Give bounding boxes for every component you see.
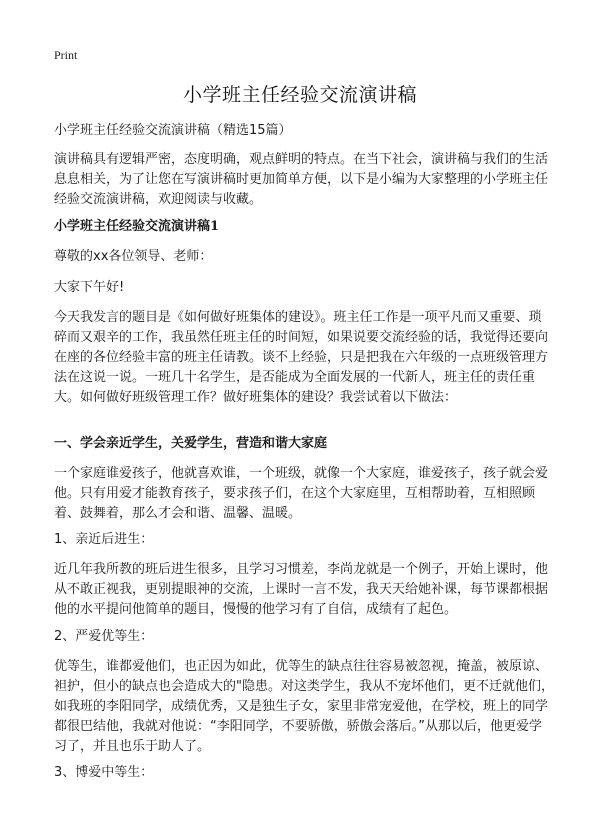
- body-paragraph-1: 今天我发言的题目是《如何做好班集体的建设》。班主任工作是一项平凡而又重要、琐碎而又艰辛的工作，我虽然任班主任的时间短，如果说要交流经验的话，我觉得还要向在座的各位经验丰富的班主任请教。谈不上经验，只是把我在六年级的一点班级管理方法在这说一说。一班几十名学生，是否能成为全面发展的一代新人，班主任的责任重大。如何做好班级管理工作？做好班集体的建设？我尝试着以下做法：: [54, 310, 549, 405]
- item-heading-3: 3、博爱中等生：: [54, 765, 154, 780]
- body-paragraph-4: 优等生，谁都爱他们，也正因为如此，优等生的缺点往往容易被忽视，掩盖，被原谅、袒护，但小的缺点也会造成大的"隐患。对这类学生，我从不宠坏他们，更不迁就他们，如我班的李阳同学，成绩优秀，又是独生子女，家里非常宠爱他，在学校，班上的同学都很巴结他，我就对他说：“李阳同学，不要骄傲，骄傲会落后。”从那以后，他更爱学习了，并且也乐于助人了。: [54, 659, 554, 754]
- intro-paragraph: 演讲稿具有逻辑严密，态度明确，观点鲜明的特点。在当下社会，演讲稿与我们的生活息息相关，为了让您在写演讲稿时更加简单方便，以下是小编为大家整理的小学班主任经验交流演讲稿，欢迎阅读与收藏。: [54, 152, 549, 207]
- greeting-line: 尊敬的xx各位领导、老师：: [54, 249, 213, 264]
- body-paragraph-2: 一个家庭谁爱孩子，他就喜欢谁，一个班级，就像一个大家庭，谁爱孩子，孩子就会爱他。只有用爱才能教育孩子，要求孩子们，在这个大家庭里，互相帮助着，互相照顾着、鼓舞着，那么才会和谐、温馨、温暖。: [54, 466, 549, 521]
- speech-heading-1: 小学班主任经验交流演讲稿1: [54, 219, 220, 234]
- section-heading-1: 一、学会亲近学生，关爱学生，营造和谐大家庭: [54, 436, 328, 451]
- document-subtitle: 小学班主任经验交流演讲稿（精选15篇）: [54, 123, 292, 138]
- salutation-line: 大家下午好!: [54, 280, 125, 295]
- document-title: 小学班主任经验交流演讲稿: [182, 84, 417, 106]
- print-label: Print: [54, 48, 78, 62]
- body-paragraph-3: 近几年我所教的班后进生很多，且学习习惯差，李尚龙就是一个例子，开始上课时，他从不敢正视我，更别提眼神的交流，上课时一言不发，我天天给她补课，每节课都根据他的水平提问他简单的题目，慢慢的他学习有了自信，成绩有了起色。: [54, 562, 549, 617]
- item-heading-2: 2、严爱优等生：: [54, 629, 154, 644]
- item-heading-1: 1、亲近后进生：: [54, 532, 154, 547]
